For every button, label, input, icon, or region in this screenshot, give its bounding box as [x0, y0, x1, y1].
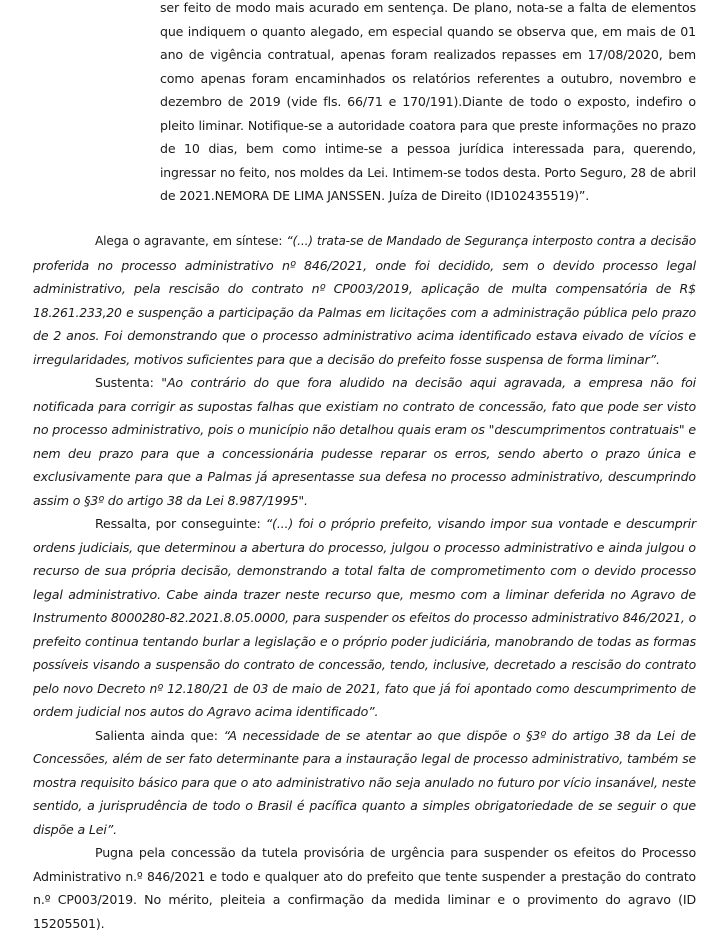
quote-text: "Ao contrário do que fora aludido na decisão aqui agravada, a empresa não foi: [161, 375, 696, 390]
paragraph-line: de 2 anos. Foi demonstrando que o processo administrativo acima identificado estava eivado de vícios e: [33, 328, 696, 343]
paragraph-line: no processo administrativo, pois o município não detalhou quais eram os "descumprimentos contratuais" e: [33, 422, 696, 437]
paragraph-line: possíveis visando a suspensão do contrato de concessão, tendo, inclusive, decretado a rescisão do contrato: [33, 657, 696, 672]
paragraph-line: Pugna pela concessão da tutela provisória de urgência para suspender os efeitos do Processo: [95, 845, 696, 860]
paragraph-line: pelo novo Decreto nº 12.180/21 de 03 de maio de 2021, fato que já foi apontado como descumprimento de: [33, 680, 696, 696]
quote-line: como apenas foram encaminhados os relatórios referentes a outubro, novembro e: [160, 70, 696, 86]
paragraph-lead: Sustenta:: [95, 375, 162, 390]
paragraph-line: [95, 371, 696, 394]
paragraph-lead: Alega o agravante, em síntese:: [95, 234, 287, 248]
paragraph-line: ordem judicial nos autos do Agravo acima identificado”.: [33, 704, 379, 719]
paragraph-line: Concessões, além de ser fato determinante para a instauração legal de processo administrativo, também se: [33, 751, 696, 766]
quote-line: de 2021.NEMORA DE LIMA JANSSEN. Juíza de Direito (ID102435519)”.: [160, 188, 590, 203]
quote-line: ano de vigência contratual, apenas foram realizados repasses em 17/08/2020, bem: [160, 47, 696, 62]
paragraph-line: exclusivamente para que a Palmas já apresentasse sua defesa no processo administrativo, descumprindo: [33, 469, 696, 484]
quote-text: “A necessidade de se atentar ao que dispõe o §3º do artigo 38 da Lei de: [223, 727, 697, 743]
paragraph-line: dispõe a Lei”.: [33, 821, 117, 837]
quote-line: que indiquem o quanto alegado, em especial quando se observa que, em mais de 01: [160, 23, 696, 39]
paragraph-line: ordens judiciais, que determinou a abertura do processo, julgou o processo administrativo e ainda julgou o: [33, 539, 696, 555]
paragraph-line: 18.261.233,20 e suspenção a participação da Palmas em licitações com a administração pública pelo prazo: [33, 304, 696, 320]
paragraph-line: prefeito continua tentando burlar a legislação e o próprio poder judiciária, manobrando de todas as formas: [33, 633, 696, 649]
paragraph-lead: Salienta ainda que:: [95, 727, 224, 743]
quote-line: ser feito de modo mais acurado em sentença. De plano, nota-se a falta de elementos: [160, 0, 696, 15]
paragraph-line: administrativo, pela rescisão do contrato nº CP003/2019, aplicação de multa compensatória de R$: [33, 281, 696, 296]
paragraph-line: n.º CP003/2019. No mérito, pleiteia a confirmação da medida liminar e o provimento do agravo (ID: [33, 892, 696, 907]
paragraph-line: [95, 230, 696, 253]
quote-text: “(...) trata-se de Mandado de Segurança interposto contra a decisão: [286, 234, 696, 248]
paragraph-line: recurso de sua própria decisão, demonstrando a total falta de comprometimento com o devido processo: [33, 563, 696, 578]
paragraph-line: [95, 512, 696, 535]
paragraph-line: legal administrativo. Cabe ainda trazer neste recurso que, mesmo com a liminar deferida no Agravo de: [33, 586, 696, 602]
paragraph-line: sentido, a jurisprudência de todo o Brasil é pacífica quanto a simples obrigatoriedade de se seguir o que: [33, 798, 696, 813]
quote-line: ingressar no feito, nos moldes da Lei. Intimem-se todos desta. Porto Seguro, 28 de abril: [160, 164, 696, 180]
paragraph-line: Instrumento 8000280-82.2021.8.05.0000, para suspender os efeitos do processo administrativo 846/2021, o: [33, 610, 696, 625]
paragraph-lead: Ressalta, por conseguinte:: [95, 516, 266, 531]
quote-line: pleito liminar. Notifique-se a autoridade coatora para que preste informações no prazo: [160, 117, 696, 133]
paragraph-line: proferida no processo administrativo nº 846/2021, onde foi decidido, sem o devido processo legal: [33, 257, 696, 273]
paragraph-line: assim o §3º do artigo 38 da Lei 8.987/1995".: [33, 492, 308, 508]
paragraph-line: [95, 724, 696, 747]
quote-line: de 10 dias, bem como intime-se a pessoa jurídica interessada para, querendo,: [160, 141, 696, 156]
paragraph-line: Administrativo n.º 846/2021 e todo e qualquer ato do prefeito que tente suspender a prestação do contrato: [33, 868, 696, 884]
paragraph-line: nem deu prazo para que a concessionária pudesse reparar os erros, sendo aberto o prazo única e: [33, 445, 696, 461]
paragraph-line: mostra requisito básico para que o ato administrativo não seja anulado no futuro por vício insanável, neste: [33, 774, 696, 790]
paragraph-line: irregularidades, motivos suficientes para que a decisão do prefeito fosse suspensa de forma liminar”.: [33, 351, 660, 367]
paragraph-line: 15205501).: [33, 915, 105, 931]
quote-line: dezembro de 2019 (vide fls. 66/71 e 170/191).Diante de todo o exposto, indefiro o: [160, 94, 696, 109]
quote-text: “(...) foi o próprio prefeito, visando impor sua vontade e descumprir: [265, 516, 697, 531]
paragraph-line: notificada para corrigir as supostas falhas que existiam no contrato de concessão, fato que pode ser visto: [33, 398, 696, 414]
